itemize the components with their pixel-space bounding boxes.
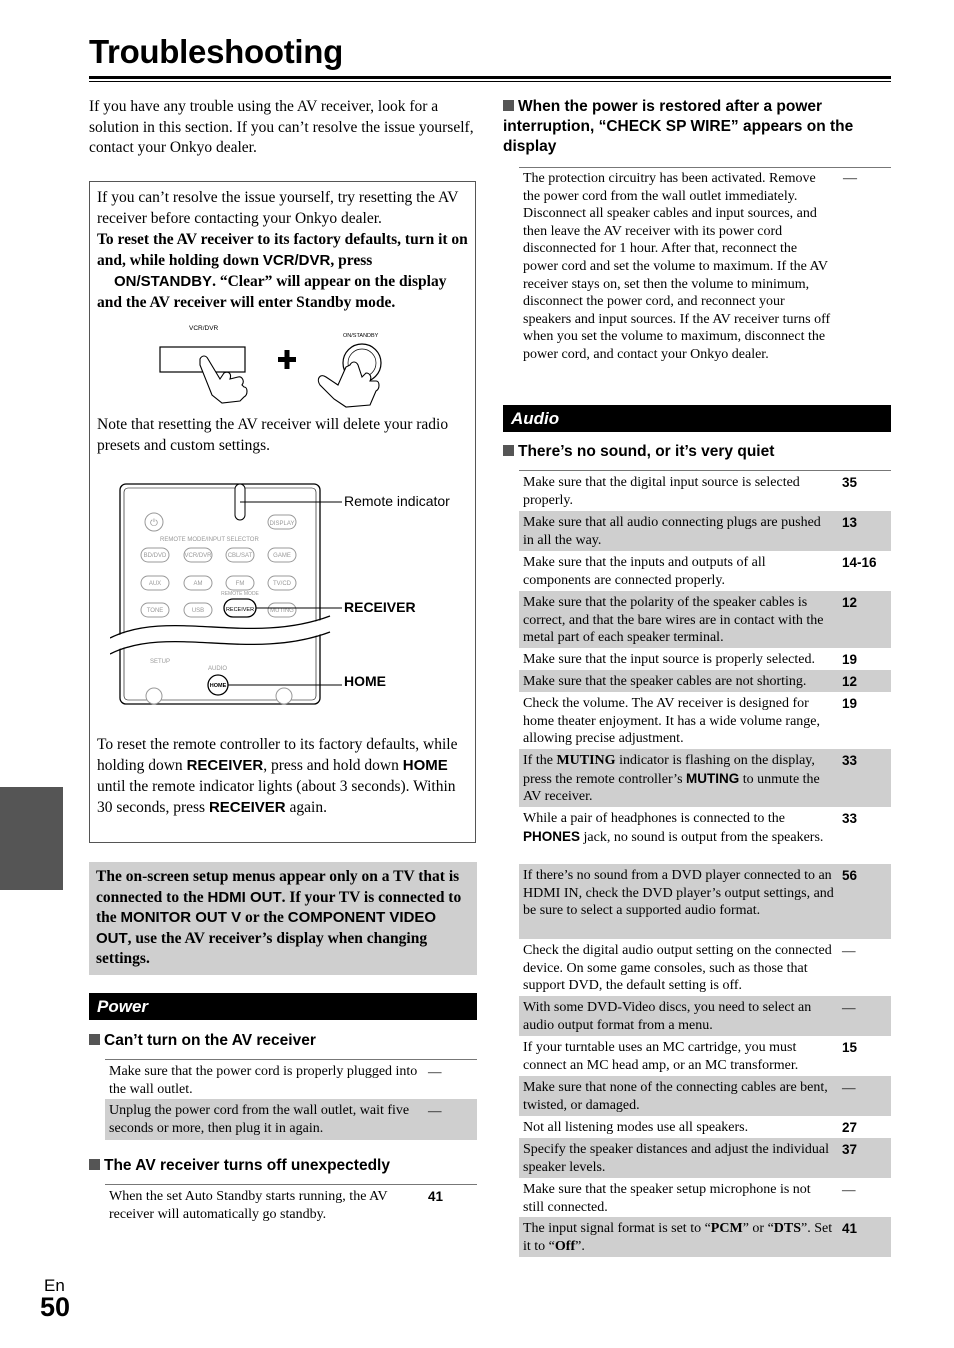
table-row (519, 749, 891, 807)
vcr-dvr-label: VCR/DVR (189, 325, 219, 332)
table-row (519, 670, 891, 692)
page-reference: 35 (842, 475, 858, 490)
page-reference: 19 (842, 652, 858, 667)
title-rule-thin (89, 81, 891, 82)
reset-receiver-instructions: To reset the AV receiver to its factory defaults, turn it on and, while holding down VCR/DVR, press ON/STANDBY. “Clear” will appear on the display and the AV receiver will enter Standby mode. (97, 231, 468, 311)
table-row (519, 1138, 891, 1178)
table-row: When the set Auto Standby starts running, the AV receiver will automatically go standby. 41 (109, 1189, 444, 1222)
svg-text:⏻: ⏻ (150, 518, 158, 529)
page-reference: — (842, 1080, 856, 1095)
svg-text:MUTING: MUTING (270, 608, 294, 614)
page-title: Troubleshooting (89, 33, 343, 70)
svg-text:BD/DVD: BD/DVD (143, 553, 167, 559)
page-number: 50 (40, 1292, 71, 1322)
reset-figure (150, 321, 410, 411)
row-text: Make sure that the speaker cables are not shorting. (523, 674, 807, 689)
section-tab (0, 787, 63, 890)
audio-subhead: There’s no sound, or it’s very quiet (503, 442, 774, 462)
svg-text:TV/CD: TV/CD (273, 581, 291, 587)
table-row (519, 648, 891, 670)
on-standby-label: ON/STANDBY (343, 333, 379, 339)
svg-text:CBL/SAT: CBL/SAT (227, 553, 253, 559)
row-text: Not all listening modes use all speakers. (523, 1120, 749, 1135)
table-row (519, 864, 891, 939)
audio-section-heading: Audio (503, 405, 891, 432)
row-text: If your turntable uses an MC cartridge, you must connect an MC head amp, or an MC transformer. (523, 1040, 799, 1073)
table-row (519, 471, 891, 511)
hdmi-note: The on-screen setup menus appear only on a TV that is connected to the HDMI OUT. If your TV is connected to the MONITOR OUT V or the COMPONENT VIDEO OUT, use the AV receiver’s display when changing settings. (89, 862, 477, 975)
page-reference: 33 (842, 811, 858, 826)
svg-text:GAME: GAME (273, 553, 291, 559)
table-row: Unplug the power cord from the wall outlet, wait five seconds or more, then plug it in again. — (105, 1099, 477, 1140)
row-text: Make sure that the input source is properly selected. (523, 652, 815, 667)
reset-intro: If you can’t resolve the issue yourself, try resetting the AV receiver before contacting your Onkyo dealer. (97, 189, 459, 227)
row-text: Make sure that the polarity of the speaker cables is correct, and that the bare wires are in contact with the metal part of each speaker terminal. (523, 595, 824, 646)
table-row (519, 807, 891, 864)
svg-text:SETUP: SETUP (150, 659, 171, 665)
row-text: Check the digital audio output setting on the connected device. On some game consoles, such as those that support DVD, the default setting is off. (523, 943, 832, 994)
svg-text:USB: USB (191, 608, 205, 614)
page-reference: 12 (842, 595, 858, 610)
table-row (519, 591, 891, 648)
page-reference: 19 (842, 696, 858, 711)
page-reference: 27 (842, 1120, 858, 1135)
page-reference: — (842, 1000, 856, 1015)
square-bullet-icon (89, 1159, 100, 1170)
language-label: En (44, 1276, 65, 1295)
page-reference: 12 (842, 674, 858, 689)
table-row (519, 1178, 891, 1217)
svg-text:AM: AM (193, 581, 203, 587)
row-text: While a pair of headphones is connected to the PHONES jack, no sound is output from the speakers. (523, 811, 824, 845)
reset-info-box (89, 181, 476, 843)
table-row (519, 692, 891, 749)
row-text: Make sure that none of the connecting cables are bent, twisted, or damaged. (523, 1080, 828, 1113)
svg-text:AUDIO: AUDIO (208, 666, 228, 672)
svg-text:TONE: TONE (146, 608, 164, 614)
power-section-heading: Power (89, 993, 477, 1020)
plus-icon (278, 350, 296, 369)
row-text: Specify the speaker distances and adjust the individual speaker levels. (523, 1142, 829, 1175)
table-row (519, 511, 891, 551)
table-row (519, 1217, 891, 1257)
page-reference: 56 (842, 868, 858, 883)
remote-figure (110, 478, 470, 708)
row-text: Make sure that the speaker setup microphone is not still connected. (523, 1182, 811, 1215)
table-row (519, 1036, 891, 1076)
power-subhead-1: Can’t turn on the AV receiver (89, 1031, 316, 1051)
svg-text:AUX: AUX (148, 581, 162, 587)
row-text: With some DVD-Video discs, you need to select an audio output format from a menu. (523, 1000, 812, 1033)
svg-text:RECEIVER: RECEIVER (225, 607, 255, 613)
callout-remote-indicator: Remote indicator (344, 493, 450, 509)
row-text: Make sure that the digital input source is selected properly. (523, 475, 800, 508)
svg-text:FM: FM (235, 581, 245, 587)
intro-paragraph: If you have any trouble using the AV receiver, look for a solution in this section. If you can’t resolve the issue yourself, contact your Onkyo dealer. (89, 98, 474, 156)
row-text: Make sure that all audio connecting plugs are pushed in all the way. (523, 515, 821, 548)
svg-text:REMOTE MODE: REMOTE MODE (221, 591, 259, 597)
page-reference: — (842, 1182, 856, 1197)
row-text: Check the volume. The AV receiver is designed for home theater enjoyment. It has a wide volume range, allowing precise adjustment. (523, 696, 821, 747)
row-text: If there’s no sound from a DVD player connected to an HDMI IN, check the DVD player’s output settings, and be sure to select a supported audio format. (523, 868, 834, 919)
table-row (519, 1116, 891, 1138)
page-reference: 33 (842, 753, 858, 768)
svg-text:VCR/DVR: VCR/DVR (184, 553, 212, 559)
reset-note: Note that resetting the AV receiver will delete your radio presets and custom settings. (97, 416, 449, 454)
svg-text:REMOTE MODE/INPUT SELECTOR: REMOTE MODE/INPUT SELECTOR (160, 537, 259, 543)
row-text: If the MUTING indicator is flashing on the display, press the remote controller’s MUTING to unmute the AV receiver. (523, 753, 820, 805)
page-reference: 37 (842, 1142, 858, 1157)
svg-text:DISPLAY: DISPLAY (269, 521, 295, 527)
callout-receiver: RECEIVER (344, 599, 416, 615)
page-reference: 15 (842, 1040, 858, 1055)
square-bullet-icon (503, 445, 514, 456)
page-reference: 41 (842, 1221, 858, 1236)
row-text: The input signal format is set to “PCM” or “DTS”. Set it to “Off”. (523, 1221, 833, 1254)
power-restore-heading: When the power is restored after a power interruption, “CHECK SP WIRE” appears on the display (503, 98, 854, 155)
table-row (519, 551, 891, 591)
table-row (519, 1076, 891, 1116)
table-row: The protection circuitry has been activated. Remove the power cord from the wall outlet immediately. Disconnect all speaker cables and input sources, and then leave the AV receiver with its power cord disconnected for 1 hour. After that, reconnect the power cord and set the volume to maximum. If the AV receiver stays on, set then the volume to minimum, disconnect the power cord, and reconnect your speakers and input sources. If the AV receiver turns off when you set the volume to maximum, disconnect the power cord, and contact your Onkyo dealer. — (523, 171, 857, 362)
square-bullet-icon (89, 1034, 100, 1045)
power-subhead-2: The AV receiver turns off unexpectedly (89, 1156, 390, 1176)
table-row: Make sure that the power cord is properly plugged into the wall outlet. — (109, 1064, 442, 1097)
page-reference: 13 (842, 515, 858, 530)
title-rule (89, 76, 891, 79)
page-reference: — (842, 943, 856, 958)
svg-text:HOME: HOME (209, 683, 227, 689)
page-reference: 14-16 (842, 555, 877, 570)
remote-reset-instructions: To reset the remote controller to its factory defaults, while holding down RECEIVER, press and hold down HOME until the remote indicator lights (about 3 seconds). Within 30 seconds, press RECEIVER again. (97, 736, 458, 816)
table-row (519, 939, 891, 996)
callout-home: HOME (344, 673, 386, 689)
square-bullet-icon (503, 100, 514, 111)
table-row (519, 996, 891, 1036)
row-text: Make sure that the inputs and outputs of all components are connected properly. (523, 555, 766, 588)
